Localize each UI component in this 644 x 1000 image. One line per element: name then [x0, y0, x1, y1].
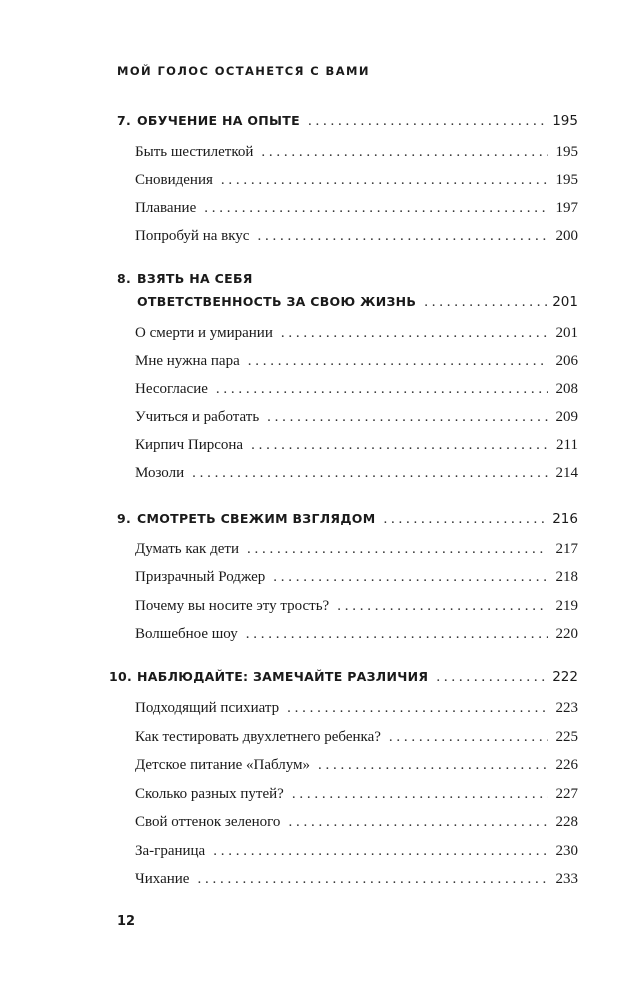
chapter-title: НАБЛЮДАЙТЕ: ЗАМЕЧАЙТЕ РАЗЛИЧИЯ [137, 669, 429, 684]
dot-leader [389, 729, 548, 746]
toc-entry[interactable] [0, 624, 644, 648]
dot-leader [287, 700, 548, 717]
toc-entry[interactable] [0, 841, 644, 865]
toc-entry[interactable] [0, 812, 644, 836]
toc-entry[interactable] [0, 351, 644, 375]
toc-entry[interactable] [0, 170, 644, 194]
dot-leader [213, 843, 548, 860]
chapter-number: 8. [117, 271, 132, 286]
section-title: Детское питание «Паблум» [135, 757, 311, 773]
section-page: 209 [555, 409, 578, 425]
section-title: Кирпич Пирсона [135, 437, 244, 453]
dot-leader [247, 541, 548, 558]
dot-leader [197, 871, 548, 888]
section-title: Как тестировать двухлетнего ребенка? [135, 729, 381, 745]
chapter-number: 7. [117, 113, 132, 128]
dot-leader [337, 598, 548, 615]
section-title: За-граница [135, 843, 206, 859]
section-title: Чихание [135, 871, 190, 887]
toc-entry[interactable] [0, 142, 644, 166]
dot-leader [204, 200, 548, 217]
section-page: 200 [555, 228, 578, 244]
toc-entry[interactable] [0, 698, 644, 722]
section-page: 225 [555, 729, 578, 745]
toc-entry[interactable] [0, 755, 644, 779]
chapter-title: ОБУЧЕНИЕ НА ОПЫТЕ [137, 113, 300, 128]
chapter-page: 222 [552, 669, 578, 685]
toc-entry[interactable] [0, 198, 644, 222]
section-page: 220 [555, 626, 578, 642]
section-page: 233 [555, 871, 578, 887]
section-page: 195 [555, 172, 578, 188]
section-page: 217 [555, 541, 578, 557]
dot-leader [192, 465, 548, 482]
chapter-page: 216 [552, 511, 578, 527]
section-title: Мозоли [135, 465, 185, 481]
section-title: О смерти и умирании [135, 325, 273, 341]
page-number: 12 [117, 914, 136, 929]
dot-leader [288, 814, 548, 831]
chapter-heading[interactable] [0, 291, 644, 315]
dot-leader [257, 228, 548, 245]
section-title: Призрачный Роджер [135, 569, 266, 585]
section-title: Свой оттенок зеленого [135, 814, 281, 830]
chapter-heading[interactable] [0, 508, 644, 532]
dot-leader [273, 569, 548, 586]
toc-entry[interactable] [0, 379, 644, 403]
dot-leader [424, 294, 548, 311]
toc-entry[interactable] [0, 567, 644, 591]
section-title: Учиться и работать [135, 409, 260, 425]
section-page: 211 [556, 437, 578, 453]
dot-leader [251, 437, 548, 454]
chapter-title: ОТВЕТСТВЕННОСТЬ ЗА СВОЮ ЖИЗНЬ [137, 294, 417, 309]
dot-leader [292, 786, 548, 803]
toc-entry[interactable] [0, 539, 644, 563]
section-page: 230 [555, 843, 578, 859]
section-page: 223 [555, 700, 578, 716]
toc-entry[interactable] [0, 869, 644, 893]
dot-leader [216, 381, 548, 398]
running-head: МОЙ ГОЛОС ОСТАНЕТСЯ С ВАМИ [117, 64, 370, 78]
section-title: Плавание [135, 200, 197, 216]
section-title: Мне нужна пара [135, 353, 240, 369]
chapter-heading-line1[interactable] [0, 268, 644, 292]
chapter-title-line1: ВЗЯТЬ НА СЕБЯ [137, 271, 253, 286]
toc-entry[interactable] [0, 435, 644, 459]
toc-entry[interactable] [0, 784, 644, 808]
chapter-page: 195 [552, 113, 578, 129]
section-page: 219 [555, 598, 578, 614]
dot-leader [308, 113, 548, 130]
section-page: 228 [555, 814, 578, 830]
section-page: 197 [555, 200, 578, 216]
dot-leader [267, 409, 548, 426]
dot-leader [248, 353, 548, 370]
chapter-page: 201 [552, 294, 578, 310]
section-page: 208 [555, 381, 578, 397]
section-title: Быть шестилеткой [135, 144, 254, 160]
toc-entry[interactable] [0, 226, 644, 250]
section-title: Несогласие [135, 381, 208, 397]
section-title: Попробуй на вкус [135, 228, 250, 244]
dot-leader [436, 669, 548, 686]
chapter-number: 9. [117, 511, 132, 526]
section-page: 195 [555, 144, 578, 160]
section-title: Сколько разных путей? [135, 786, 284, 802]
chapter-title: СМОТРЕТЬ СВЕЖИМ ВЗГЛЯДОМ [137, 511, 376, 526]
dot-leader [221, 172, 548, 189]
section-page: 214 [555, 465, 578, 481]
dot-leader [261, 144, 548, 161]
section-title: Думать как дети [135, 541, 239, 557]
section-title: Почему вы носите эту трость? [135, 598, 330, 614]
section-title: Волшебное шоу [135, 626, 238, 642]
toc-entry[interactable] [0, 407, 644, 431]
toc-entry[interactable] [0, 323, 644, 347]
dot-leader [383, 511, 548, 528]
section-page: 227 [555, 786, 578, 802]
toc-entry[interactable] [0, 463, 644, 487]
section-page: 201 [555, 325, 578, 341]
dot-leader [318, 757, 548, 774]
section-page: 218 [555, 569, 578, 585]
chapter-heading[interactable] [0, 110, 644, 134]
section-title: Сновидения [135, 172, 213, 188]
toc-entry[interactable] [0, 596, 644, 620]
section-page: 206 [555, 353, 578, 369]
dot-leader [246, 626, 548, 643]
section-page: 226 [555, 757, 578, 773]
section-title: Подходящий психиатр [135, 700, 280, 716]
chapter-heading[interactable] [0, 666, 644, 690]
dot-leader [281, 325, 548, 342]
toc-entry[interactable] [0, 727, 644, 751]
chapter-number: 10. [109, 669, 133, 684]
